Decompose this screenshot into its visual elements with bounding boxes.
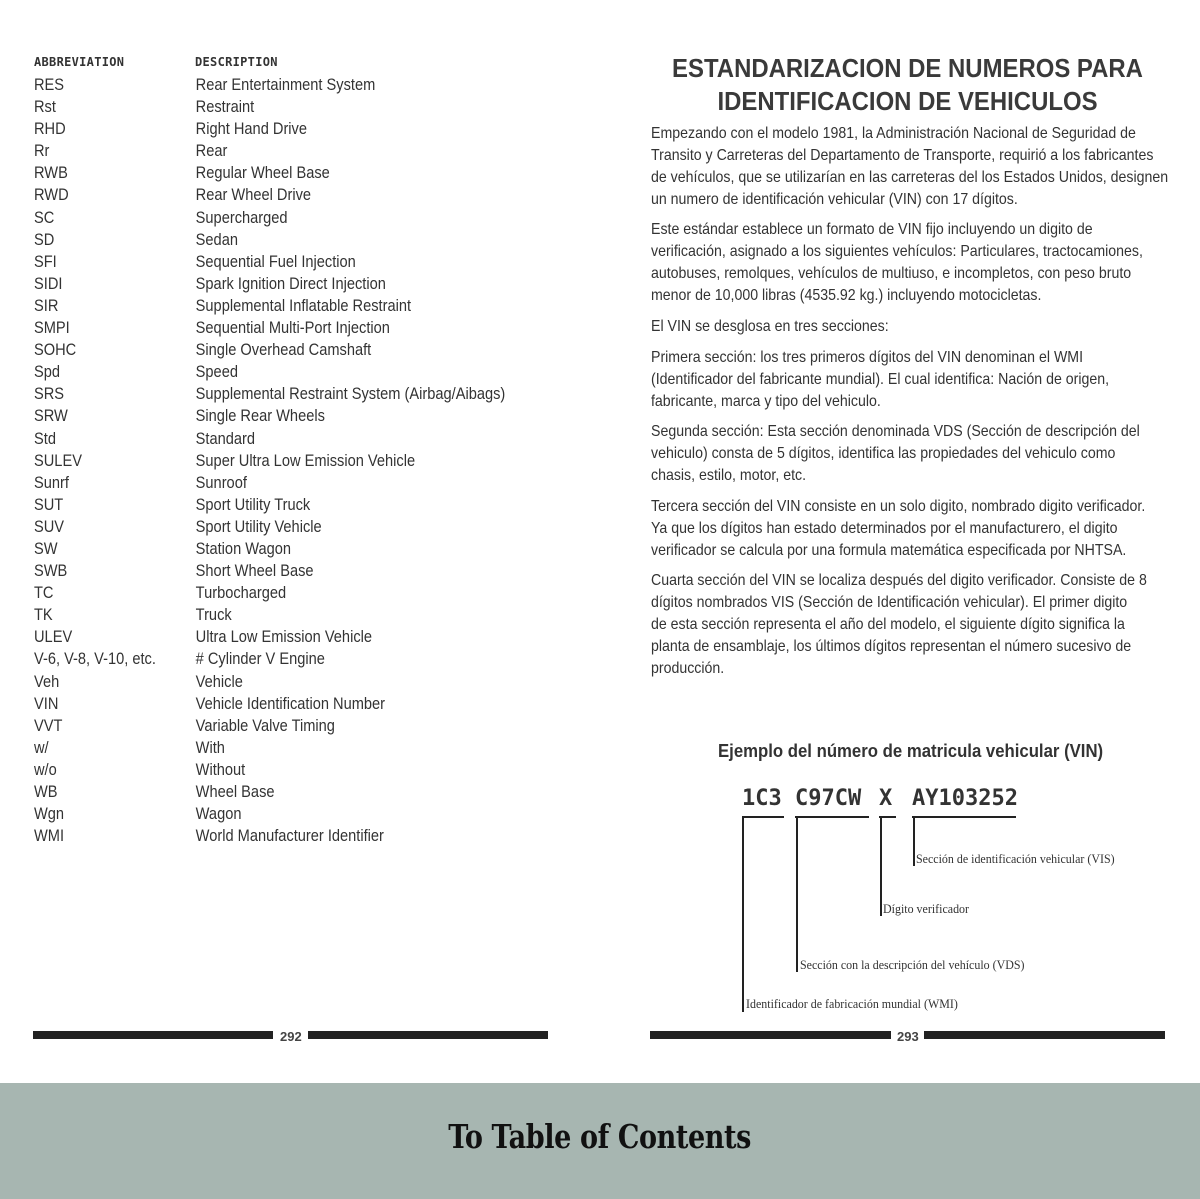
abbreviation-description: Vehicle: [195, 671, 243, 691]
abbreviation-description: Sport Utility Vehicle: [195, 516, 322, 536]
paragraph-line: verificador se calcula por una formula matemática especificada por NHTSA.: [651, 542, 1127, 559]
table-row: [34, 361, 550, 383]
paragraph-line: Cuarta sección del VIN se localiza después del digito verificador. Consiste de 8: [651, 572, 1147, 589]
abbreviation-description: Sport Utility Truck: [195, 494, 311, 514]
paragraph-line: Empezando con el modelo 1981, la Administración Nacional de Seguridad de: [651, 125, 1136, 142]
paragraph-line: autobuses, remolques, vehículos de multiuso, e incompletos, con peso bruto: [651, 265, 1132, 282]
paragraph-line: dígitos nombrados VIS (Sección de Identificación vehicular). El primer digito: [651, 594, 1128, 611]
abbreviation-description: Supplemental Inflatable Restraint: [195, 295, 412, 315]
paragraph-line: de esta sección representa el año del modelo, el siguiente dígito significa la: [651, 616, 1125, 633]
body-paragraph: [651, 316, 1164, 338]
vin-leader-vis: [913, 816, 915, 866]
footer-rule-left-b: [308, 1031, 548, 1039]
abbreviation-description: Wheel Base: [195, 782, 275, 801]
vin-leader-vds: [796, 816, 798, 972]
table-of-contents-link[interactable]: [0, 1117, 1200, 1156]
abbreviation-code: SRW: [34, 406, 68, 426]
abbreviation-description: Standard: [195, 428, 256, 448]
footer-rule-right-b: [924, 1031, 1165, 1039]
abbreviation-description: Sequential Fuel Injection: [195, 251, 356, 271]
description-column-header: DESCRIPTION: [195, 55, 278, 69]
abbreviation-code: SIR: [34, 295, 59, 315]
abbreviation-code: SOHC: [34, 340, 77, 360]
abbreviation-code: SD: [34, 229, 55, 249]
abbreviation-description: Sunroof: [195, 472, 247, 492]
table-row: [34, 295, 550, 317]
abbreviation-description: Right Hand Drive: [195, 119, 308, 139]
abbreviation-description: Speed: [195, 362, 238, 382]
table-row: [34, 229, 550, 251]
table-row: [34, 118, 550, 140]
paragraph-line: Segunda sección: Esta sección denominada VDS (Sección de descripción del: [651, 423, 1140, 440]
body-paragraph: [651, 570, 1164, 680]
abbreviation-code: SW: [34, 538, 58, 558]
table-row: [34, 251, 550, 273]
abbreviation-code: SRS: [34, 384, 65, 404]
abbreviation-code: V-6, V-8, V-10, etc.: [34, 649, 156, 669]
body-paragraph: [651, 347, 1164, 413]
vin-label-vds: Sección con la descripción del vehículo (VDS): [800, 957, 1025, 972]
abbreviation-code: VVT: [34, 715, 63, 735]
abbreviation-description: Ultra Low Emission Vehicle: [195, 627, 373, 647]
abbreviation-description: Station Wagon: [195, 538, 292, 558]
table-row: [34, 317, 550, 339]
abbreviation-code: SUT: [34, 494, 64, 514]
vin-underline-vis: [912, 816, 1016, 818]
abbreviation-description: Regular Wheel Base: [195, 163, 330, 183]
table-of-contents-link-label: To Table of Contents: [448, 1117, 752, 1156]
body-paragraph: [651, 421, 1164, 487]
abbreviation-description: Supercharged: [195, 207, 288, 227]
abbreviation-code: TC: [34, 583, 54, 603]
vin-leader-wmi: [742, 816, 744, 1012]
paragraph-line: chasis, estilo, motor, etc.: [651, 467, 807, 484]
table-row: [34, 648, 550, 670]
abbreviation-description: Supplemental Restraint System (Airbag/Aibags): [195, 384, 506, 404]
table-row: [34, 693, 550, 715]
vin-label-check-digit: Dígito verificador: [883, 901, 970, 916]
abbreviation-code: SIDI: [34, 273, 63, 293]
table-row: [34, 516, 550, 538]
paragraph-line: producción.: [651, 660, 725, 677]
page-number-left: 292: [280, 1029, 302, 1044]
abbreviation-code: ULEV: [34, 627, 73, 647]
table-row: [34, 273, 550, 295]
page-title-line-2: IDENTIFICACION DE VEHICULOS: [717, 86, 1098, 116]
abbreviation-description: Turbocharged: [195, 583, 287, 603]
footer-rule-left-a: [33, 1031, 273, 1039]
paragraph-line: Ya que los dígitos han estado determinados por el manufacturero, el digito: [651, 520, 1118, 537]
vin-part-vis: AY103252: [912, 786, 1018, 811]
abbreviation-code: Rst: [34, 97, 56, 117]
abbreviation-code: SUV: [34, 516, 65, 536]
abbreviation-code: w/o: [34, 759, 57, 779]
abbreviation-description: Sedan: [195, 229, 238, 249]
abbreviation-code: SC: [34, 207, 55, 227]
abbreviation-code: WB: [34, 782, 58, 801]
table-row: [34, 162, 550, 184]
vin-leader-check: [880, 816, 882, 916]
page-number-right: 293: [897, 1029, 919, 1044]
abbreviation-description: Single Rear Wheels: [195, 406, 325, 426]
table-row: [34, 538, 550, 560]
abbreviation-code: Std: [34, 428, 56, 448]
abbreviation-description: Short Wheel Base: [195, 561, 314, 581]
paragraph-line: fabricante, marca y tipo del vehiculo.: [651, 393, 881, 410]
paragraph-line: Transito y Carreteras del Departamento de Transporte, requirió a los fabricantes: [651, 147, 1154, 164]
abbreviation-table: [34, 74, 554, 847]
vin-underline-vds: [795, 816, 869, 818]
abbreviation-description: Vehicle Identification Number: [195, 693, 386, 713]
footer-rule-right-a: [650, 1031, 891, 1039]
abbreviation-code: Sunrf: [34, 472, 69, 492]
abbreviation-description: Wagon: [195, 804, 242, 824]
abbreviation-code: SWB: [34, 561, 68, 581]
vin-part-wmi: 1C3: [742, 786, 782, 811]
table-row: [34, 450, 550, 472]
paragraph-line: El VIN se desglosa en tres secciones:: [651, 318, 889, 335]
abbreviation-code: Veh: [34, 671, 60, 691]
table-row: [34, 383, 550, 405]
page-title-line-1: ESTANDARIZACION DE NUMEROS PARA: [672, 53, 1143, 83]
table-row: [34, 140, 550, 162]
table-row: [34, 803, 550, 825]
table-row: [34, 339, 550, 361]
abbreviation-description: Restraint: [195, 97, 255, 117]
body-paragraph: [651, 123, 1169, 211]
table-row: [34, 472, 550, 494]
table-row: [34, 781, 550, 803]
table-row: [34, 184, 550, 206]
abbreviation-description: Spark Ignition Direct Injection: [195, 273, 386, 293]
abbreviation-code: Wgn: [34, 804, 65, 824]
table-row: [34, 74, 550, 96]
abbreviation-description: Rear Wheel Drive: [195, 185, 312, 205]
table-row: [34, 604, 550, 626]
paragraph-line: Primera sección: los tres primeros dígitos del VIN denominan el WMI: [651, 349, 1084, 366]
abbreviation-code: Spd: [34, 362, 61, 382]
table-row: [34, 96, 550, 118]
body-paragraph: [651, 496, 1164, 562]
table-row: [34, 715, 550, 737]
abbreviation-code: w/: [34, 737, 49, 757]
abbreviation-description: Rear Entertainment System: [195, 75, 376, 94]
abbreviation-description: Variable Valve Timing: [195, 715, 335, 735]
table-row: [34, 207, 550, 229]
abbreviation-description: Single Overhead Camshaft: [195, 340, 372, 360]
vin-label-wmi: Identificador de fabricación mundial (WMI): [746, 996, 958, 1011]
body-paragraph: [651, 219, 1164, 307]
abbreviation-description: Rear: [195, 141, 228, 161]
abbreviation-code: RHD: [34, 119, 66, 139]
vin-part-check-digit: X: [879, 786, 893, 811]
abbreviation-code: SFI: [34, 251, 57, 271]
vin-example-caption: Ejemplo del número de matricula vehicular (VIN): [718, 741, 1104, 761]
paragraph-line: planta de ensamblaje, los últimos dígitos representan el número sucesivo de: [651, 638, 1132, 655]
abbreviation-code: SMPI: [34, 318, 70, 338]
table-row: [34, 428, 550, 450]
page-title: [671, 52, 1145, 118]
table-row: [34, 737, 550, 759]
table-row: [34, 671, 550, 693]
abbreviation-description: Super Ultra Low Emission Vehicle: [195, 450, 416, 470]
abbreviation-code: RES: [34, 75, 65, 94]
abbreviation-description: Truck: [195, 605, 232, 625]
vin-label-vis: Sección de identificación vehicular (VIS): [916, 851, 1115, 866]
abbreviation-column-header: ABBREVIATION: [34, 55, 125, 69]
abbreviation-code: Rr: [34, 141, 50, 161]
abbreviation-code: WMI: [34, 826, 65, 846]
paragraph-line: un numero de identificación vehicular (VIN) con 17 dígitos.: [651, 191, 1018, 208]
paragraph-line: vehiculo) consta de 5 dígitos, identifica las propiedades del vehiculo como: [651, 445, 1116, 462]
paragraph-line: Tercera sección del VIN consiste en un solo digito, nombrado digito verificador.: [651, 498, 1146, 515]
paragraph-line: de vehículos, que se utilizarían en las carreteras del los Estados Unidos, designen: [651, 169, 1169, 186]
table-row: [34, 560, 550, 582]
abbreviation-description: With: [195, 737, 225, 757]
paragraph-line: (Identificador del fabricante mundial). El cual identifica: Nación de origen,: [651, 371, 1110, 388]
abbreviation-code: VIN: [34, 693, 59, 713]
table-row: [34, 626, 550, 648]
table-row: [34, 405, 550, 427]
table-row: [34, 825, 550, 847]
paragraph-line: Este estándar establece un formato de VIN fijo incluyendo un digito de: [651, 221, 1093, 238]
abbreviation-code: SULEV: [34, 450, 82, 470]
abbreviation-code: TK: [34, 605, 53, 625]
table-row: [34, 494, 550, 516]
vin-part-vds: C97CW: [795, 786, 862, 811]
abbreviation-code: RWB: [34, 163, 68, 183]
paragraph-line: verificación, asignado a los siguientes vehículos: Particulares, tractocamiones,: [651, 243, 1143, 260]
paragraph-line: menor de 10,000 libras (4535.92 kg.) incluyendo motocicletas.: [651, 287, 1042, 304]
table-row: [34, 582, 550, 604]
table-row: [34, 759, 550, 781]
abbreviation-description: Without: [195, 759, 246, 779]
abbreviation-description: World Manufacturer Identifier: [195, 826, 384, 846]
abbreviation-code: RWD: [34, 185, 69, 205]
abbreviation-description: Sequential Multi-Port Injection: [195, 318, 390, 338]
vin-underline-wmi: [742, 816, 784, 818]
abbreviation-description: # Cylinder V Engine: [195, 649, 325, 669]
